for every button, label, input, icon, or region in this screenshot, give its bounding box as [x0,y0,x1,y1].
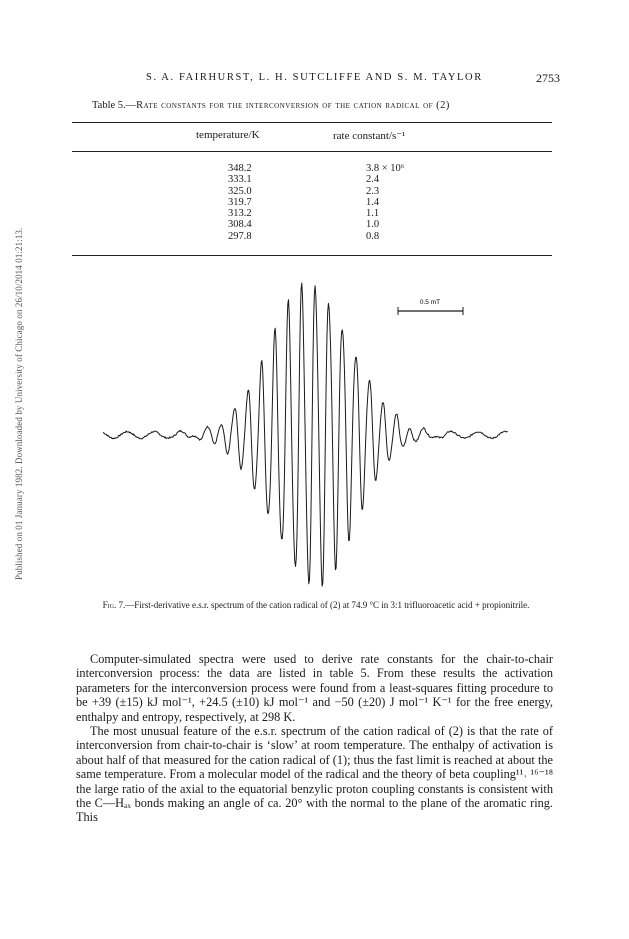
body-paragraph: The most unusual feature of the e.s.r. spectrum of the cation radical of (2) is that the rate of interconversion from chair-to-chair is ‘slow’ at room temperature. The enthalpy of activation is about half of that measured for the cation radical of (1); thus the fast limit is reached at about the same temperature. From a molecular model of the radical and the theory of beta coupling¹¹˒ ¹⁶⁻¹⁸ the large ratio of the axial to the equatorial benzylic proton coupling constants is consistent with the C—Hₐₓ bonds making an angle of ca. 20° with the normal to the plane of the aromatic ring. This [76,724,553,825]
table-bottom-rule [72,255,552,256]
download-notice-text: Published on 01 January 1982. Downloaded by University of Chicago on 26/10/2014 01:21:13. [14,227,24,580]
running-header [100,72,560,88]
temperature-column [228,163,252,242]
download-notice [2,150,24,580]
running-header-authors: S. A. FAIRHURST, L. H. SUTCLIFFE AND S. M. TAYLOR [146,72,483,83]
table-cell-rate: 2.3 [366,185,380,197]
table-cell-temperature: 297.8 [228,230,252,242]
figure-caption [76,600,556,611]
table-cell-temperature: 313.2 [228,208,252,220]
page-number: 2753 [536,71,560,85]
table-cell-temperature: 319.7 [228,196,252,208]
esr-spectrum-trace [103,283,508,586]
table-cell-rate: 3.8 × 10⁶ [366,163,405,174]
figure-caption-text: First-derivative e.s.r. spectrum of the cation radical of (2) at 74.9 °C in 3:1 trifluoroacetic acid + propionitrile. [134,600,530,610]
table-header-rule [72,151,552,152]
table-caption-text: Rate constants for the interconversion of the cation radical of (2) [136,100,450,111]
table-cell-rate: 1.4 [366,196,380,208]
table-cell-temperature: 308.4 [228,219,252,231]
table-top-rule [72,122,552,123]
scale-bar-label: 0.5 mT [419,299,441,306]
rate-constant-column [366,163,404,242]
body-text [76,652,553,825]
table-caption-label: Table 5.— [92,100,137,111]
table-cell-temperature: 325.0 [228,185,252,197]
table-cell-temperature: 333.1 [228,174,252,186]
table-cell-rate: 1.0 [366,219,380,231]
table-cell-rate: 2.4 [366,174,380,186]
column-header-rate-constant: rate constant/s⁻¹ [333,130,406,142]
table-caption [92,100,562,111]
column-header-temperature: temperature/K [196,129,260,141]
table-cell-rate: 0.8 [366,230,380,242]
figure-caption-label: Fig. 7.— [102,600,135,610]
table-cell-rate: 1.1 [366,208,380,220]
body-paragraph: Computer-simulated spectra were used to derive rate constants for the chair-to-chair interconversion process: the data are listed in table 5. From these results the activation parameters for the interconversion process were found from a least-squares fitting procedure to be +39 (±15) kJ mol⁻¹, +24.5 (±10) kJ mol⁻¹ and −50 (±20) J mol⁻¹ K⁻¹ for the free energy, enthalpy and entropy, respectively, at 298 K. [76,652,553,724]
table-cell-temperature: 348.2 [228,163,252,174]
scale-bar [398,299,463,315]
